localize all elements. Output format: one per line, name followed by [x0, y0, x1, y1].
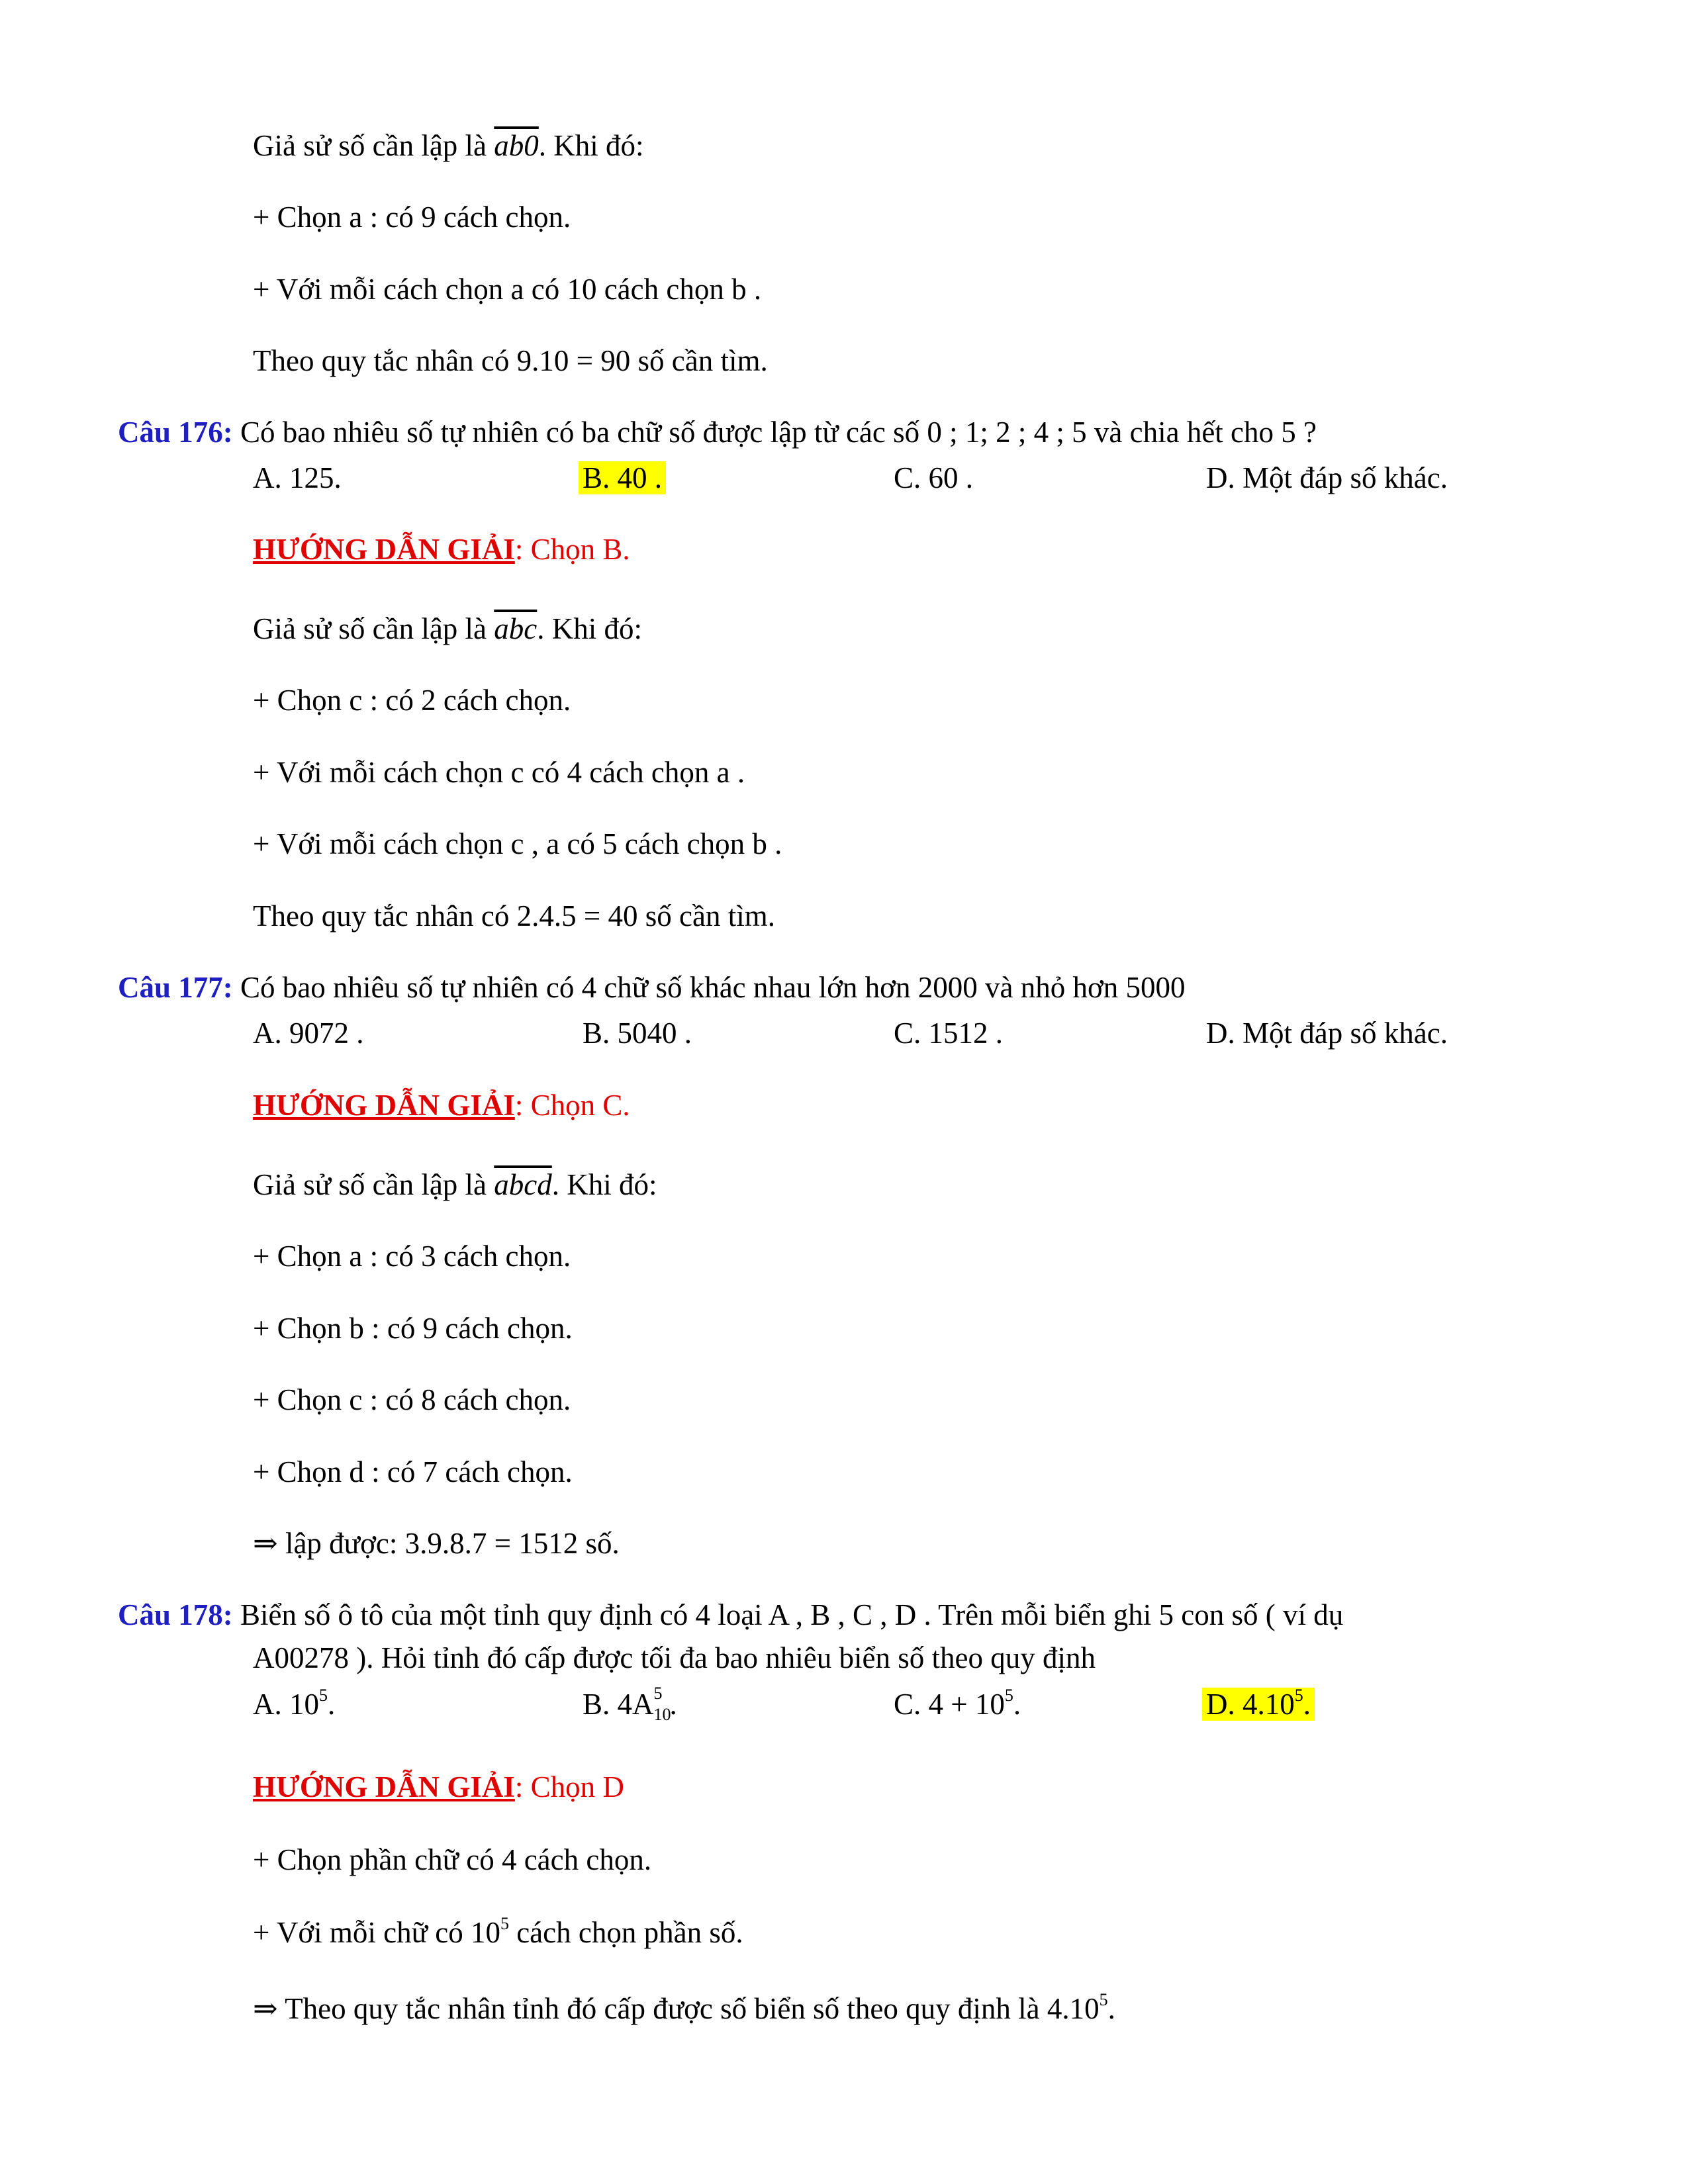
exponent: 5 — [1004, 1686, 1013, 1705]
option-b: B. 5040 . — [583, 1017, 692, 1050]
sol-177-1 — [253, 1165, 657, 1205]
sol-177-6: ⇒ lập được: 3.9.8.7 = 1512 số. — [253, 1527, 620, 1560]
option-c — [894, 1684, 1021, 1724]
intro-text: . Khi đó: — [538, 129, 644, 162]
sol-177-5: + Chọn d : có 7 cách chọn. — [253, 1455, 573, 1488]
option-suffix: . — [328, 1688, 336, 1721]
sol-177-4: + Chọn c : có 8 cách chọn. — [253, 1383, 571, 1416]
option-a: A. 125. — [253, 461, 342, 494]
guide-176 — [253, 529, 630, 569]
guide-answer: : Chọn C. — [514, 1089, 630, 1122]
exponent: 5 — [319, 1686, 328, 1705]
highlighted-answer: B. 40 . — [579, 461, 666, 494]
question-number: Câu 178: — [118, 1598, 233, 1631]
guide-answer: : Chọn B. — [514, 533, 630, 566]
arrangement-notation — [653, 1684, 671, 1724]
sol-text: . — [1107, 1992, 1115, 2025]
question-178-cont: A00278 ). Hỏi tỉnh đó cấp được tối đa bao nhiêu biển số theo quy định — [253, 1641, 1096, 1674]
intro-line-3: + Với mỗi cách chọn a có 10 cách chọn b . — [253, 273, 762, 306]
sol-177-2: + Chọn a : có 3 cách chọn. — [253, 1240, 571, 1273]
guide-label: HƯỚNG DẪN GIẢI — [253, 1089, 515, 1122]
option-d — [1206, 1684, 1315, 1724]
exponent: 5 — [500, 1914, 509, 1933]
option-suffix: . — [1013, 1688, 1021, 1721]
highlighted-answer — [1202, 1688, 1315, 1721]
option-b — [583, 1684, 677, 1724]
guide-label: HƯỚNG DẪN GIẢI — [253, 533, 515, 566]
sol-176-3: + Với mỗi cách chọn c có 4 cách chọn a . — [253, 756, 745, 789]
option-suffix: . — [669, 1688, 677, 1721]
sol-text: ⇒ Theo quy tắc nhân tỉnh đó cấp được số biển số theo quy định là 4.10 — [253, 1992, 1100, 2025]
question-text: Có bao nhiêu số tự nhiên có 4 chữ số khác nhau lớn hơn 2000 và nhỏ hơn 5000 — [240, 971, 1186, 1004]
intro-line-1 — [253, 126, 644, 165]
question-text: Biển số ô tô của một tỉnh quy định có 4 loại A , B , C , D . Trên mỗi biển ghi 5 con số ( ví dụ — [240, 1598, 1344, 1631]
sol-text: . Khi đó: — [551, 1168, 657, 1201]
sol-178-3 — [253, 1989, 1115, 2028]
math-overline: abcd — [494, 1168, 552, 1201]
option-d: D. Một đáp số khác. — [1206, 461, 1448, 494]
sol-text: Giả sử số cần lập là — [253, 612, 487, 645]
question-text: Có bao nhiêu số tự nhiên có ba chữ số được lập từ các số 0 ; 1; 2 ; 4 ; 5 và chia hết cho 5 ? — [240, 416, 1317, 449]
sol-text: Giả sử số cần lập là — [253, 1168, 487, 1201]
option-b — [583, 458, 666, 498]
intro-text: Giả sử số cần lập là — [253, 129, 487, 162]
question-177 — [118, 968, 1186, 1007]
option-text: B. 4A — [583, 1688, 654, 1721]
option-text: A. 10 — [253, 1688, 319, 1721]
sol-text: cách chọn phần số. — [508, 1916, 743, 1949]
math-overline: ab0 — [494, 129, 539, 162]
guide-178 — [253, 1767, 624, 1807]
question-176 — [118, 412, 1317, 452]
math-overline: $\overline{abc}$ — [494, 612, 538, 645]
option-c: C. 1512 . — [894, 1017, 1004, 1050]
option-text: C. 4 + 10 — [894, 1688, 1005, 1721]
intro-line-2: + Chọn a : có 9 cách chọn. — [253, 201, 571, 234]
question-178 — [118, 1595, 1343, 1635]
option-d: D. Một đáp số khác. — [1206, 1017, 1448, 1050]
sol-178-2 — [253, 1913, 743, 1952]
sol-176-1 — [253, 609, 642, 649]
option-a: A. 9072 . — [253, 1017, 364, 1050]
sol-177-3: + Chọn b : có 9 cách chọn. — [253, 1312, 573, 1345]
exponent: 5 — [1294, 1686, 1303, 1705]
option-text: D. 4.10 — [1206, 1688, 1295, 1721]
question-number: Câu 177: — [118, 971, 233, 1004]
subscript: 10 — [653, 1705, 671, 1724]
superscript: 5 — [653, 1684, 663, 1703]
option-c: C. 60 . — [894, 461, 974, 494]
sol-176-4: + Với mỗi cách chọn c , a có 5 cách chọn b . — [253, 827, 782, 860]
sol-text: . Khi đó: — [537, 612, 643, 645]
option-a — [253, 1684, 335, 1724]
question-number: Câu 176: — [118, 416, 233, 449]
option-suffix: . — [1303, 1688, 1311, 1721]
guide-label: HƯỚNG DẪN GIẢI — [253, 1770, 515, 1803]
guide-177 — [253, 1085, 630, 1125]
sol-176-5: Theo quy tắc nhân có 2.4.5 = 40 số cần tìm. — [253, 899, 775, 933]
guide-answer: : Chọn D — [514, 1770, 624, 1803]
sol-text: + Với mỗi chữ có 10 — [253, 1916, 500, 1949]
sol-176-2: + Chọn c : có 2 cách chọn. — [253, 684, 571, 717]
exponent: 5 — [1099, 1990, 1108, 2009]
sol-178-1: + Chọn phần chữ có 4 cách chọn. — [253, 1843, 652, 1876]
intro-line-4: Theo quy tắc nhân có 9.10 = 90 số cần tìm. — [253, 344, 768, 377]
